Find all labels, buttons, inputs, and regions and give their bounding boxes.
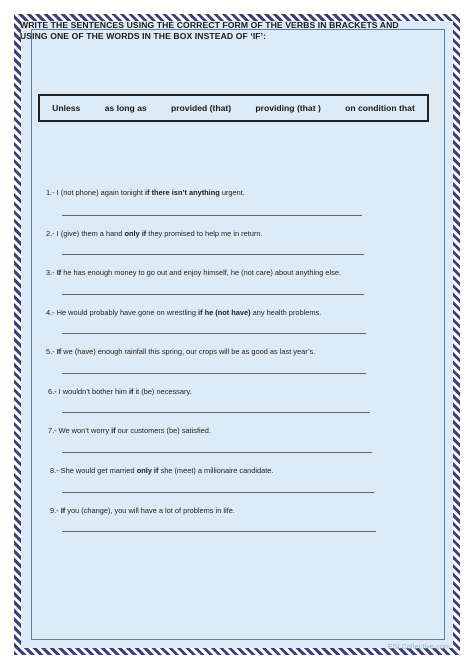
exercise-sentence: [46, 268, 341, 277]
bold-keyword: if: [128, 387, 134, 396]
word-box-item: Unless: [52, 103, 81, 113]
bold-keyword: only if: [124, 229, 147, 238]
watermark: ESLCollective.com: [387, 644, 450, 651]
sentence-text: our customers (be) satisfied.: [115, 426, 211, 435]
sentence-text: any health problems.: [250, 308, 322, 317]
answer-line[interactable]: [62, 412, 370, 413]
answer-line[interactable]: [62, 333, 366, 334]
exercise-sentence: [50, 466, 273, 475]
word-box-item: providing (that ): [255, 103, 321, 113]
answer-line[interactable]: [62, 215, 362, 216]
sentence-text: I wouldn’t bother him: [56, 387, 129, 396]
word-box: [38, 94, 429, 122]
bold-keyword: if there isn’t anything: [145, 188, 220, 197]
answer-line[interactable]: [62, 373, 366, 374]
sentence-text: you (change), you will have a lot of problems in life.: [65, 506, 235, 515]
bold-keyword: only if: [136, 466, 159, 475]
bold-keyword: If: [60, 506, 66, 515]
exercise-sentence: [46, 308, 321, 317]
answer-line[interactable]: [62, 492, 374, 493]
sentence-text: we (have) enough rainfall this spring, our crops will be as good as last year’s.: [61, 347, 316, 356]
sentence-text: I (give) them a hand: [54, 229, 125, 238]
sentence-text: she (meet) a millionaire candidate.: [158, 466, 274, 475]
answer-line[interactable]: [62, 531, 376, 532]
exercise-sentence: [48, 426, 211, 435]
sentence-text: urgent.: [219, 188, 245, 197]
exercise-sentence: [46, 229, 263, 238]
exercise-number: 9.-: [50, 506, 59, 515]
word-box-item: as long as: [104, 103, 147, 113]
exercise-sentence: [46, 188, 245, 197]
sentence-text: I (not phone) again tonight: [54, 188, 146, 197]
exercise-number: 6.-: [48, 387, 57, 396]
word-box-item: on condition that: [345, 103, 415, 113]
exercise-number: 7.-: [48, 426, 57, 435]
word-box-item: provided (that): [170, 103, 232, 113]
exercise-number: 8.-: [50, 466, 59, 475]
exercise-sentence: [46, 347, 315, 356]
bold-keyword: If: [56, 268, 62, 277]
instructions-heading: WRITE THE SENTENCES USING THE CORRECT FORM OF THE VERBS IN BRACKETS AND USING ONE OF THE WORDS IN THE BOX INSTEAD OF ‘IF’:: [20, 20, 399, 41]
exercise-number: 2.-: [46, 229, 55, 238]
sentence-text: it (be) necessary.: [133, 387, 192, 396]
exercise-number: 4.-: [46, 308, 55, 317]
sentence-text: He would probably have gone on wrestling: [54, 308, 199, 317]
exercise-number: 5.-: [46, 347, 55, 356]
exercise-sentence: [50, 506, 235, 515]
exercise-number: 3.-: [46, 268, 55, 277]
sentence-text: he has enough money to go out and enjoy himself, he (not care) about anything else.: [61, 268, 342, 277]
bold-keyword: if he (not have): [198, 308, 251, 317]
answer-line[interactable]: [62, 254, 364, 255]
answer-line[interactable]: [62, 452, 372, 453]
exercise-sentence: [48, 387, 192, 396]
exercise-number: 1.-: [46, 188, 55, 197]
bold-keyword: If: [56, 347, 62, 356]
answer-line[interactable]: [62, 294, 364, 295]
sentence-text: We won’t worry: [56, 426, 112, 435]
sentence-text: She would get married: [58, 466, 137, 475]
sentence-text: they promised to help me in return.: [146, 229, 263, 238]
bold-keyword: if: [111, 426, 116, 435]
